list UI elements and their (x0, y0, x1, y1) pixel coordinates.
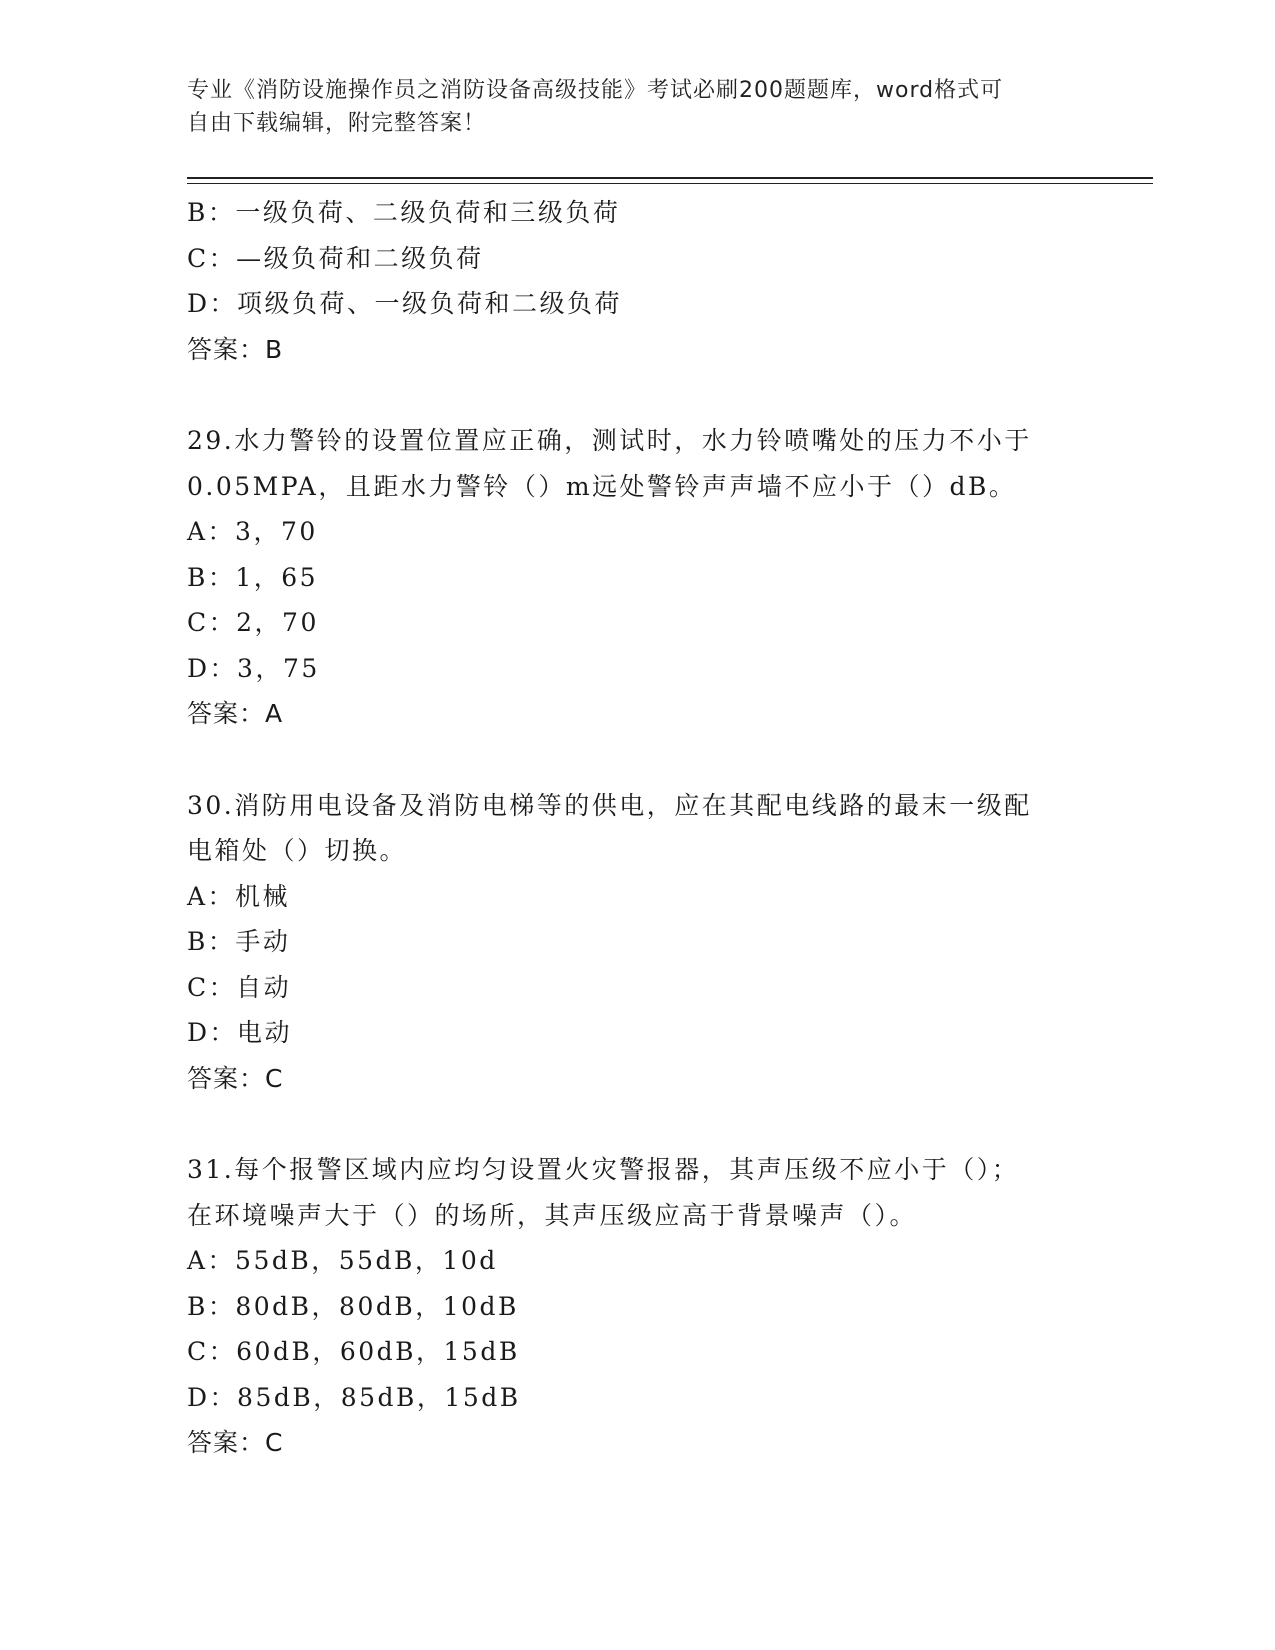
question-stem-line-1: 29.水力警铃的设置位置应正确，测试时，水力铃喷嘴处的压力不小于 (187, 426, 1032, 455)
question-stem-line-1: 31.每个报警区域内应均匀设置火灾警报器，其声压级不应小于（）； (187, 1155, 1020, 1184)
option-a: A：55dB，55dB，10d (187, 1246, 498, 1275)
option-c: C：60dB，60dB，15dB (187, 1337, 520, 1366)
answer-line: 答案：A (187, 699, 284, 728)
option-c: C：2，70 (187, 608, 319, 637)
document-header (187, 74, 1087, 140)
question-stem-line-1: 30.消防用电设备及消防电梯等的供电，应在其配电线路的最末一级配 (187, 790, 1032, 820)
header-rule-thin (187, 183, 1153, 184)
option-c: C：自动 (187, 972, 292, 1002)
option-d: D：项级负荷、一级负荷和二级负荷 (187, 289, 623, 318)
header-line-1: 专业《消防设施操作员之消防设备高级技能》考试必刷200题题库，word格式可 (187, 78, 1004, 103)
option-a: A：3，70 (187, 517, 318, 546)
header-line-2: 自由下载编辑，附完整答案！ (187, 111, 487, 136)
question-31 (187, 1147, 1087, 1466)
option-b: B：一级负荷、二级负荷和三级负荷 (187, 198, 621, 227)
header-rule-thick (187, 177, 1153, 179)
option-c: C：—级负荷和二级负荷 (187, 243, 484, 273)
option-d: D：85dB，85dB，15dB (187, 1382, 521, 1412)
option-b: B：1，65 (187, 562, 319, 592)
option-a: A：机械 (187, 881, 291, 911)
question-stem-line-2: 0.05MPA，且距水力警铃（）m远处警铃声声墙不应小于（）dB。 (187, 471, 1017, 501)
question-stem-line-2: 在环境噪声大于（）的场所，其声压级应高于背景噪声（）。 (187, 1200, 918, 1230)
question-list (187, 190, 1087, 1466)
option-d: D：电动 (187, 1018, 293, 1047)
question-30 (187, 783, 1087, 1102)
question-stem-line-2: 电箱处（）切换。 (187, 836, 408, 865)
question-28-continued (187, 190, 1087, 372)
option-b: B：手动 (187, 927, 291, 956)
answer-line: 答案：C (187, 1428, 284, 1457)
answer-line: 答案：B (187, 334, 284, 364)
option-b: B：80dB，80dB，10dB (187, 1291, 519, 1321)
question-29 (187, 418, 1087, 737)
answer-line: 答案：C (187, 1063, 284, 1093)
option-d: D：3，75 (187, 653, 320, 683)
